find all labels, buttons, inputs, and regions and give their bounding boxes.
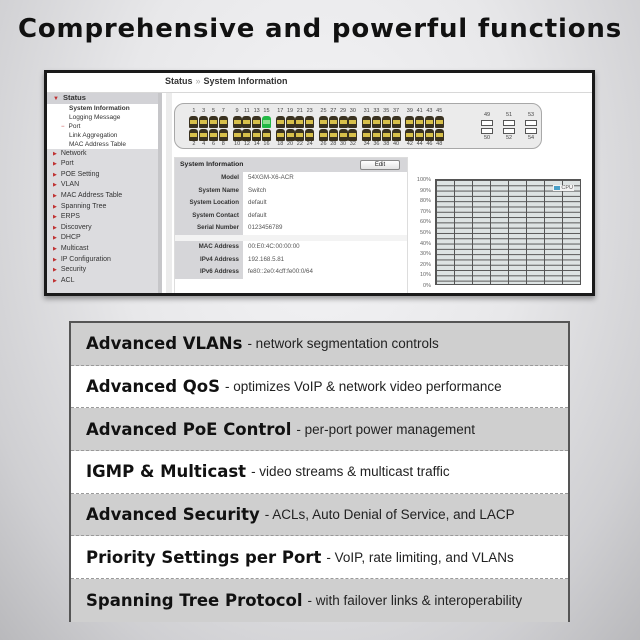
system-information-header xyxy=(175,158,407,172)
expand-arrow-icon: ▶ xyxy=(53,277,57,284)
info-value: 00:E0:4C:00:00:00 xyxy=(248,242,300,250)
y-tick: 80% xyxy=(419,198,431,205)
info-value: fe80::2e0:4cff:fe00:0/64 xyxy=(248,268,313,276)
port-number: 1 xyxy=(192,108,196,114)
port-number: 53 xyxy=(527,112,535,118)
sfp-port-icon[interactable] xyxy=(503,128,515,134)
sidebar-item[interactable]: ▶ Discovery xyxy=(53,223,92,231)
status-submenu xyxy=(47,104,158,149)
port-number: 4 xyxy=(202,141,206,147)
ethernet-port-icon[interactable] xyxy=(242,116,251,128)
port-number: 39 xyxy=(406,108,413,114)
port-number: 38 xyxy=(383,141,390,147)
expand-arrow-icon: ▶ xyxy=(53,192,57,199)
feature-list xyxy=(69,321,570,622)
port-number: 44 xyxy=(416,141,423,147)
y-tick: 100% xyxy=(416,177,431,183)
port-number: 48 xyxy=(436,141,443,147)
port-pair xyxy=(305,108,315,148)
expand-arrow-icon: ▶ xyxy=(53,214,57,221)
sidebar-item[interactable]: ▶ ACL xyxy=(53,276,75,284)
feature-row xyxy=(71,494,568,537)
port-number: 31 xyxy=(363,108,370,114)
info-label: System Contact xyxy=(175,210,243,223)
port-number: 12 xyxy=(243,141,250,147)
port-number: 34 xyxy=(363,141,370,147)
port-number: 20 xyxy=(287,141,294,147)
system-info-network-rows xyxy=(175,241,407,279)
port-number: 22 xyxy=(296,141,303,147)
info-row xyxy=(175,197,407,210)
ethernet-port-icon[interactable] xyxy=(209,129,218,141)
ethernet-port-icon[interactable] xyxy=(329,129,338,141)
port-number: 26 xyxy=(320,141,327,147)
feature-title: Spanning Tree Protocol xyxy=(86,590,303,610)
ethernet-port-icon[interactable] xyxy=(262,129,271,141)
ethernet-port-icon[interactable] xyxy=(392,129,401,141)
port-number: 49 xyxy=(483,112,491,118)
sfp-port-icon[interactable] xyxy=(525,120,537,126)
port-number: 54 xyxy=(527,135,535,141)
ethernet-port-icon[interactable] xyxy=(405,116,414,128)
ethernet-port-icon[interactable] xyxy=(252,116,261,128)
port-pair xyxy=(338,108,348,148)
ethernet-port-icon[interactable] xyxy=(382,129,391,141)
port-number: 32 xyxy=(349,141,356,147)
ethernet-port-icon[interactable] xyxy=(372,116,381,128)
ethernet-port-icon[interactable] xyxy=(219,129,228,141)
info-value: default xyxy=(248,199,267,207)
y-tick: 90% xyxy=(419,187,431,194)
sfp-port-icon[interactable] xyxy=(525,128,537,134)
port-number: 46 xyxy=(426,141,433,147)
expand-arrow-icon: ▶ xyxy=(53,203,57,210)
ethernet-port-icon[interactable] xyxy=(262,116,271,128)
top-bar xyxy=(47,73,592,93)
info-value: default xyxy=(248,211,267,219)
ethernet-port-icon[interactable] xyxy=(233,116,242,128)
port-number: 35 xyxy=(383,108,390,114)
port-pair xyxy=(405,108,415,148)
expand-arrow-icon: ▶ xyxy=(53,182,57,189)
y-tick: 50% xyxy=(419,230,431,236)
feature-description: - with failover links & interoperability xyxy=(307,592,523,608)
feature-description: - network segmentation controls xyxy=(247,336,439,352)
sidebar-item-status[interactable]: ▼ Status xyxy=(47,93,158,104)
ethernet-port-icon[interactable] xyxy=(329,116,338,128)
feature-title: Advanced VLANs xyxy=(86,334,243,354)
ethernet-port-icon[interactable] xyxy=(435,129,444,141)
feature-row xyxy=(71,323,568,366)
y-tick: 40% xyxy=(419,240,431,247)
port-number: 36 xyxy=(373,141,380,147)
ethernet-port-icon[interactable] xyxy=(305,129,314,141)
port-number: 5 xyxy=(211,108,216,114)
ethernet-port-icon[interactable] xyxy=(415,129,424,141)
port-number: 30 xyxy=(339,141,347,147)
feature-description: - optimizes VoIP & network video performance xyxy=(225,379,502,395)
ethernet-port-icon[interactable] xyxy=(415,116,424,128)
info-label: Serial Number xyxy=(175,222,243,235)
breadcrumb-separator: » xyxy=(195,76,201,86)
y-tick: 60% xyxy=(419,219,431,226)
port-pair xyxy=(362,108,372,148)
submenu-item[interactable]: Logging Message xyxy=(69,113,121,121)
port-pair xyxy=(209,108,219,148)
sidebar-item[interactable]: ▶ Multicast xyxy=(53,244,89,252)
ethernet-port-icon[interactable] xyxy=(348,129,357,141)
port-number: 24 xyxy=(306,141,313,147)
ethernet-port-icon[interactable] xyxy=(362,116,371,128)
expand-arrow-icon: ▶ xyxy=(53,235,57,242)
cpu-usage-chart xyxy=(411,177,595,296)
port-number: 19 xyxy=(287,108,294,114)
sfp-port-icon[interactable] xyxy=(503,120,515,126)
headline: Comprehensive and powerful functions xyxy=(18,14,622,44)
ethernet-port-icon[interactable] xyxy=(276,116,285,128)
port-number: 7 xyxy=(221,108,225,114)
expand-arrow-icon: ▶ xyxy=(53,224,57,231)
submenu-item[interactable]: System Information xyxy=(69,104,130,112)
port-number: 45 xyxy=(436,108,443,114)
expand-arrow-icon: ▶ xyxy=(53,267,57,274)
port-pair xyxy=(252,108,262,148)
info-label: MAC Address xyxy=(175,241,243,254)
info-value: Switch xyxy=(248,186,267,194)
ethernet-port-icon[interactable] xyxy=(219,116,228,128)
expand-arrow-icon: ▶ xyxy=(53,256,57,263)
port-pair xyxy=(328,108,338,148)
chart-legend: CPU xyxy=(553,185,574,191)
ethernet-port-icon[interactable] xyxy=(233,129,242,141)
info-row xyxy=(175,266,407,279)
sfp-port-icon[interactable] xyxy=(481,128,493,134)
expand-arrow-icon: ▶ xyxy=(53,245,57,252)
main-left-edge xyxy=(166,93,172,293)
port-number: 37 xyxy=(392,108,400,114)
info-label: IPv6 Address xyxy=(175,266,243,279)
ethernet-port-icon[interactable] xyxy=(425,116,434,128)
ethernet-port-icon[interactable] xyxy=(362,129,371,141)
port-number: 21 xyxy=(296,108,303,114)
port-pair xyxy=(199,108,209,148)
ethernet-port-icon[interactable] xyxy=(435,116,444,128)
info-value: 192.168.5.81 xyxy=(248,255,285,263)
port-pair xyxy=(372,108,382,148)
breadcrumb-current: System Information xyxy=(203,76,288,86)
system-info-rows xyxy=(175,172,407,235)
submenu-item[interactable]: MAC Address Table xyxy=(69,140,126,148)
feature-title: Priority Settings per Port xyxy=(86,547,322,567)
port-pair xyxy=(275,108,285,148)
submenu-item[interactable]: − Port xyxy=(61,122,81,130)
sidebar-item[interactable]: ▶ Network xyxy=(53,149,87,157)
feature-row xyxy=(71,366,568,409)
port-number: 11 xyxy=(244,108,250,114)
port-number: 50 xyxy=(483,135,491,141)
y-tick: 20% xyxy=(419,261,431,268)
port-pair xyxy=(415,108,425,148)
y-tick: 70% xyxy=(419,208,431,215)
port-number: 33 xyxy=(373,108,380,114)
ethernet-port-icon[interactable] xyxy=(392,116,401,128)
sfp-pair xyxy=(503,112,515,142)
system-information-panel xyxy=(174,157,408,296)
ethernet-port-icon[interactable] xyxy=(276,129,285,141)
feature-title: Advanced PoE Control xyxy=(86,419,292,439)
port-pair xyxy=(381,108,391,148)
feature-title: Advanced QoS xyxy=(86,377,220,397)
info-value: 0123456789 xyxy=(248,224,283,232)
port-pair xyxy=(189,108,199,148)
sidebar-item[interactable]: ▶ IP Configuration xyxy=(53,255,111,263)
cpu-legend-swatch-icon xyxy=(554,186,560,190)
port-number: 2 xyxy=(192,141,196,147)
port-pair xyxy=(425,108,435,148)
port-number: 23 xyxy=(306,108,313,114)
feature-description: - VoIP, rate limiting, and VLANs xyxy=(326,549,514,565)
port-pair xyxy=(232,108,242,148)
ethernet-port-icon[interactable] xyxy=(286,129,295,141)
port-pair xyxy=(391,108,401,148)
feature-title: IGMP & Multicast xyxy=(86,462,247,482)
feature-row xyxy=(71,536,568,579)
port-number: 28 xyxy=(330,141,337,147)
feature-row xyxy=(71,451,568,494)
port-pair xyxy=(285,108,295,148)
port-number: 40 xyxy=(392,141,400,147)
feature-description: - ACLs, Auto Denial of Service, and LACP xyxy=(264,507,515,523)
breadcrumb xyxy=(165,76,288,86)
info-label: Model xyxy=(175,172,243,185)
expand-arrow-icon: ▶ xyxy=(53,171,57,178)
y-tick: 30% xyxy=(419,251,431,258)
port-pair xyxy=(319,108,329,148)
feature-title: Advanced Security xyxy=(86,505,260,525)
feature-row xyxy=(71,579,568,622)
ethernet-port-icon[interactable] xyxy=(295,116,304,128)
info-row xyxy=(175,172,407,185)
sfp-pair xyxy=(525,112,537,142)
ethernet-port-icon[interactable] xyxy=(319,116,328,128)
info-label: System Location xyxy=(175,197,243,210)
port-number: 41 xyxy=(416,108,423,114)
ethernet-port-icon[interactable] xyxy=(339,129,348,141)
ethernet-port-icon[interactable] xyxy=(319,129,328,141)
ethernet-port-icon[interactable] xyxy=(242,129,251,141)
info-row xyxy=(175,185,407,198)
system-information-title: System Information xyxy=(180,161,244,168)
port-number: 43 xyxy=(426,108,433,114)
sidebar-item[interactable]: ▶ ERPS xyxy=(53,213,80,221)
info-row xyxy=(175,254,407,267)
info-label: IPv4 Address xyxy=(175,254,243,267)
sidebar xyxy=(47,93,162,293)
sidebar-item[interactable]: ▶ MAC Address Table xyxy=(53,191,123,199)
port-number: 8 xyxy=(221,141,225,147)
y-tick: 10% xyxy=(419,272,431,279)
port-number: 17 xyxy=(277,108,284,114)
ethernet-port-icon[interactable] xyxy=(295,129,304,141)
port-panel xyxy=(174,103,542,149)
y-axis xyxy=(411,177,433,287)
port-pair xyxy=(295,108,305,148)
port-number: 42 xyxy=(406,141,413,147)
ethernet-port-icon[interactable] xyxy=(286,116,295,128)
sidebar-item[interactable]: ▶ VLAN xyxy=(53,181,80,189)
port-number: 51 xyxy=(505,112,513,118)
chart-plot-area xyxy=(435,179,581,285)
sidebar-item[interactable]: ▶ Security xyxy=(53,266,87,274)
breadcrumb-parent[interactable]: Status xyxy=(165,76,193,86)
y-tick: 0% xyxy=(423,283,431,289)
switch-ui-screenshot xyxy=(44,70,595,296)
collapse-icon: − xyxy=(61,123,65,130)
info-label: System Name xyxy=(175,185,243,198)
port-number: 6 xyxy=(211,141,216,147)
port-number: 30 xyxy=(349,108,356,114)
port-number: 18 xyxy=(277,141,284,147)
ethernet-port-icon[interactable] xyxy=(189,116,198,128)
port-number: 16 xyxy=(263,141,270,147)
collapse-arrow-icon: ▼ xyxy=(53,96,59,102)
expand-arrow-icon: ▶ xyxy=(53,150,57,157)
port-number: 52 xyxy=(505,135,513,141)
edit-button[interactable]: Edit xyxy=(360,160,400,170)
info-row xyxy=(175,222,407,235)
sidebar-item[interactable]: ▶ DHCP xyxy=(53,234,81,242)
sidebar-item[interactable]: ▶ Spanning Tree xyxy=(53,202,107,210)
port-pair xyxy=(434,108,444,148)
ethernet-port-icon[interactable] xyxy=(305,116,314,128)
feature-description: - video streams & multicast traffic xyxy=(251,464,450,480)
sidebar-item[interactable]: ▶ POE Setting xyxy=(53,170,100,178)
ethernet-port-icon[interactable] xyxy=(382,116,391,128)
ethernet-port-icon[interactable] xyxy=(252,129,261,141)
port-pair xyxy=(218,108,228,148)
port-number: 3 xyxy=(202,108,206,114)
ethernet-port-icon[interactable] xyxy=(339,116,348,128)
ethernet-port-icon[interactable] xyxy=(189,129,198,141)
ethernet-port-icon[interactable] xyxy=(372,129,381,141)
ethernet-port-icon[interactable] xyxy=(405,129,414,141)
ethernet-port-icon[interactable] xyxy=(199,129,208,141)
sfp-pair xyxy=(481,112,493,142)
info-row xyxy=(175,210,407,223)
port-number: 13 xyxy=(253,108,260,114)
port-number: 10 xyxy=(234,141,241,147)
expand-arrow-icon: ▶ xyxy=(53,161,57,168)
port-number: 25 xyxy=(320,108,327,114)
port-number: 14 xyxy=(253,141,260,147)
port-pair xyxy=(262,108,272,148)
port-number: 27 xyxy=(330,108,337,114)
sfp-port-icon[interactable] xyxy=(481,120,493,126)
feature-description: - per-port power management xyxy=(296,421,475,437)
submenu-item[interactable]: Link Aggregation xyxy=(69,131,118,139)
port-pair xyxy=(242,108,252,148)
sidebar-menu xyxy=(47,149,158,287)
port-number: 9 xyxy=(235,108,239,114)
port-number: 29 xyxy=(339,108,347,114)
ethernet-port-icon[interactable] xyxy=(209,116,218,128)
info-row xyxy=(175,241,407,254)
ethernet-port-icon[interactable] xyxy=(348,116,357,128)
feature-row xyxy=(71,408,568,451)
port-number: 15 xyxy=(263,108,270,114)
info-value: 54XGM-X6-ACR xyxy=(248,174,294,181)
ethernet-port-icon[interactable] xyxy=(425,129,434,141)
main-content xyxy=(166,93,592,293)
sidebar-item[interactable]: ▶ Port xyxy=(53,160,74,168)
ethernet-port-icon[interactable] xyxy=(199,116,208,128)
port-pair xyxy=(348,108,358,148)
ethernet-ports xyxy=(189,108,444,148)
